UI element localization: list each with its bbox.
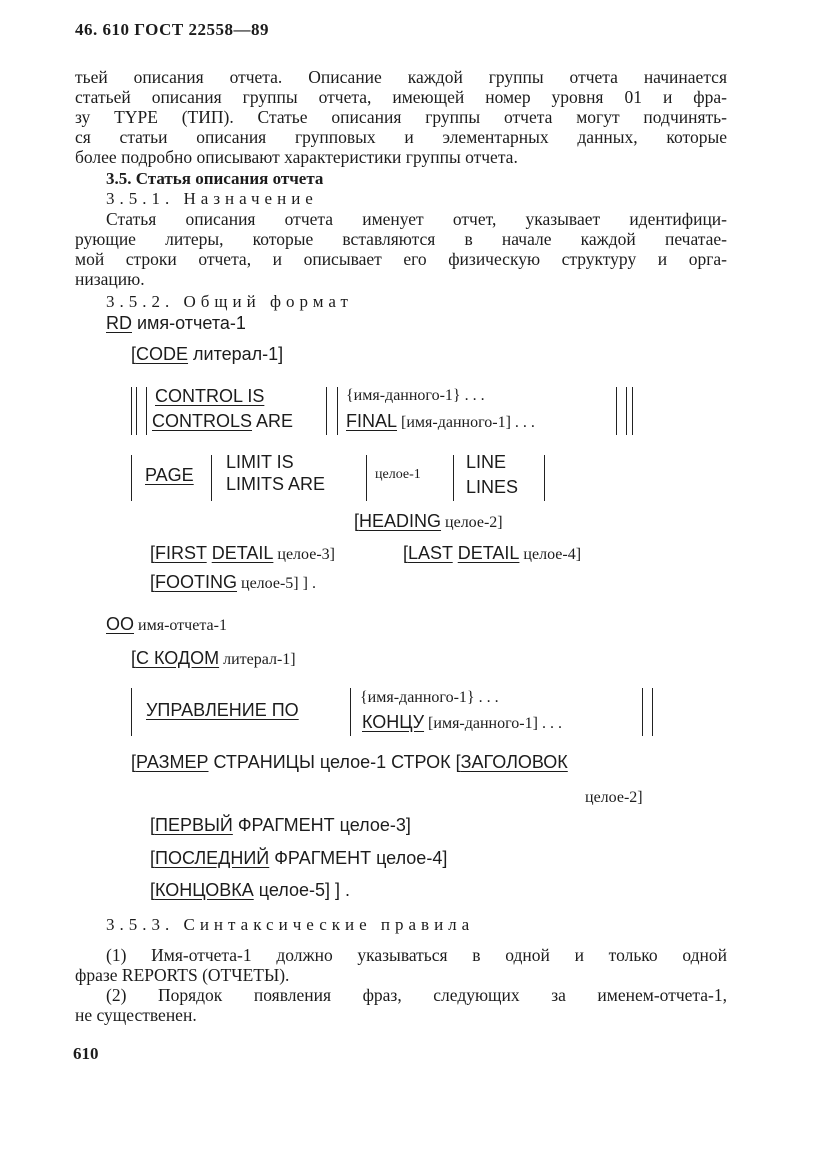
final-operand: [имя-данного-1] . . .	[397, 414, 535, 431]
keyword-detail: DETAIL	[211, 543, 274, 563]
rule-line: (2) Порядок появления фраз, следующих за именем-отчета-1,	[106, 985, 727, 1005]
keyword-end: КОНЦУ	[362, 712, 425, 732]
ru-first-clause	[150, 815, 411, 836]
ru-size-clause	[131, 752, 568, 773]
format-code-clause	[131, 344, 283, 365]
ru-last-clause	[150, 848, 447, 869]
data-name-1: {имя-данного-1} . . .	[346, 387, 485, 404]
ru-end-operand: [имя-данного-1] . . .	[424, 715, 562, 732]
brace-bar	[337, 387, 338, 435]
keyword-first: ПЕРВЫЙ	[155, 815, 233, 835]
ru-code-clause	[131, 648, 296, 669]
text-line: тьей описания отчета. Описание каждой группы отчета начинается	[75, 67, 727, 87]
rules-paragraph	[75, 945, 727, 1025]
size-operand: СТРАНИЦЫ целое-1 СТРОК	[208, 752, 456, 772]
text-line: более подробно описывают характеристики группы отчета.	[75, 147, 518, 167]
keyword-last: LAST	[408, 543, 453, 563]
ru-data-name-1: {имя-данного-1} . . .	[360, 689, 499, 706]
rule-line: фразе REPORTS (ОТЧЕТЫ).	[75, 965, 290, 985]
are-text: ARE	[252, 411, 294, 431]
control-is-text: CONTROL IS	[155, 386, 265, 406]
subsection-purpose-heading: 3.5.1. Назначение	[106, 189, 318, 208]
text-line: ся статьи описания групповых и элементарных данных, которые	[75, 127, 727, 147]
heading-clause	[354, 511, 503, 532]
ru-code-operand: литерал-1]	[219, 651, 296, 668]
brace-bar	[453, 455, 454, 501]
final-clause	[346, 411, 535, 432]
brace-bar	[146, 387, 147, 435]
page-number: 610	[73, 1044, 99, 1063]
keyword-line: LINE	[466, 452, 507, 472]
controls-text: CONTROLS	[152, 411, 253, 431]
bracket: [	[455, 752, 461, 772]
bracket: [	[150, 880, 156, 900]
keyword-footing: FOOTING	[155, 572, 238, 592]
keyword-rd: RD	[106, 313, 132, 333]
bracket-bar	[136, 387, 137, 435]
brace-bar	[326, 387, 327, 435]
rule-line: (1) Имя-отчета-1 должно указываться в одной и только одной	[106, 945, 727, 965]
last-detail-operand: целое-4]	[519, 546, 582, 563]
subsection-format-heading: 3.5.2. Общий формат	[106, 292, 353, 311]
format-oo-line	[106, 614, 227, 635]
footing-operand: целое-5] ] .	[237, 575, 316, 592]
control-by-text: УПРАВЛЕНИЕ ПО	[146, 700, 299, 720]
first-detail-clause	[150, 543, 335, 564]
keyword-detail: DETAIL	[457, 543, 520, 563]
keyword-heading: ЗАГОЛОВОК	[460, 752, 568, 772]
bracket: [	[403, 543, 409, 563]
keyword-oo: ОО	[106, 614, 135, 634]
bracket-bar	[131, 387, 132, 435]
section-heading: 3.5. Статья описания отчета	[106, 169, 324, 188]
first-detail-operand: целое-3]	[273, 546, 335, 563]
last-operand: ФРАГМЕНТ целое-4]	[269, 848, 448, 868]
keyword-control-by	[146, 700, 299, 721]
ru-end-clause	[362, 712, 562, 733]
ending-operand: целое-5] ] .	[253, 880, 350, 900]
bracket-bar	[632, 387, 633, 435]
bracket-bar	[131, 688, 132, 736]
text-line: зу TYPE (ТИП). Статье описания группы отчета могут подчинять-	[75, 107, 727, 127]
keyword-limits-are: LIMITS ARE	[226, 474, 326, 494]
footing-clause	[150, 572, 316, 593]
text-line: низацию.	[75, 269, 145, 289]
brace-bar	[366, 455, 367, 501]
keyword-control-is	[155, 386, 264, 407]
keyword-ending: КОНЦОВКА	[155, 880, 254, 900]
bracket-bar	[626, 387, 627, 435]
bracket: [	[150, 815, 156, 835]
subsection-syntax-heading: 3.5.3. Синтаксические правила	[106, 915, 475, 934]
brace-bar	[616, 387, 617, 435]
bracket: [	[150, 572, 156, 592]
integer-1: целое-1	[375, 467, 421, 482]
brace-bar	[350, 688, 351, 736]
format-rd-line	[106, 313, 246, 334]
bracket: [	[131, 648, 137, 668]
bracket-bar	[652, 688, 653, 736]
integer-2: целое-2]	[585, 789, 643, 806]
code-operand: литерал-1]	[188, 344, 284, 364]
oo-operand: имя-отчета-1	[134, 617, 227, 634]
keyword-limit-is: LIMIT IS	[226, 452, 294, 472]
keyword-s-kodom: С КОДОМ	[136, 648, 220, 668]
ru-ending-clause	[150, 880, 350, 901]
first-operand: ФРАГМЕНТ целое-3]	[232, 815, 411, 835]
bracket: [	[150, 543, 156, 563]
purpose-paragraph	[75, 209, 727, 289]
rd-operand: имя-отчета-1	[132, 313, 246, 333]
bracket-bar	[131, 455, 132, 501]
bracket: [	[131, 752, 137, 772]
bracket-bar	[544, 455, 545, 501]
keyword-code: CODE	[136, 344, 189, 364]
keyword-final: FINAL	[346, 411, 398, 431]
keyword-last: ПОСЛЕДНИЙ	[155, 848, 270, 868]
keyword-size: РАЗМЕР	[136, 752, 209, 772]
keyword-heading: HEADING	[359, 511, 442, 531]
bracket: [	[131, 344, 137, 364]
text-line: рующие литеры, которые вставляются в начале каждой печатае-	[75, 229, 727, 249]
keyword-lines: LINES	[466, 477, 519, 497]
text-line: статьей описания группы отчета, имеющей номер уровня 01 и фра-	[75, 87, 727, 107]
text-line: Статья описания отчета именует отчет, указывает идентифици-	[106, 209, 727, 229]
bracket: [	[354, 511, 360, 531]
keyword-controls-are	[152, 411, 293, 432]
last-detail-clause	[403, 543, 581, 564]
intro-paragraph	[75, 67, 727, 167]
keyword-first: FIRST	[155, 543, 207, 563]
bracket: [	[150, 848, 156, 868]
heading-operand: целое-2]	[441, 514, 503, 531]
running-header: 46. 610 ГОСТ 22558—89	[75, 20, 269, 39]
brace-bar	[211, 455, 212, 501]
page-text: PAGE	[145, 465, 194, 485]
keyword-page	[145, 465, 194, 486]
rule-line: не существенен.	[75, 1005, 197, 1025]
text-line: мой строки отчета, и описывает его физическую структуру и орга-	[75, 249, 727, 269]
brace-bar	[642, 688, 643, 736]
